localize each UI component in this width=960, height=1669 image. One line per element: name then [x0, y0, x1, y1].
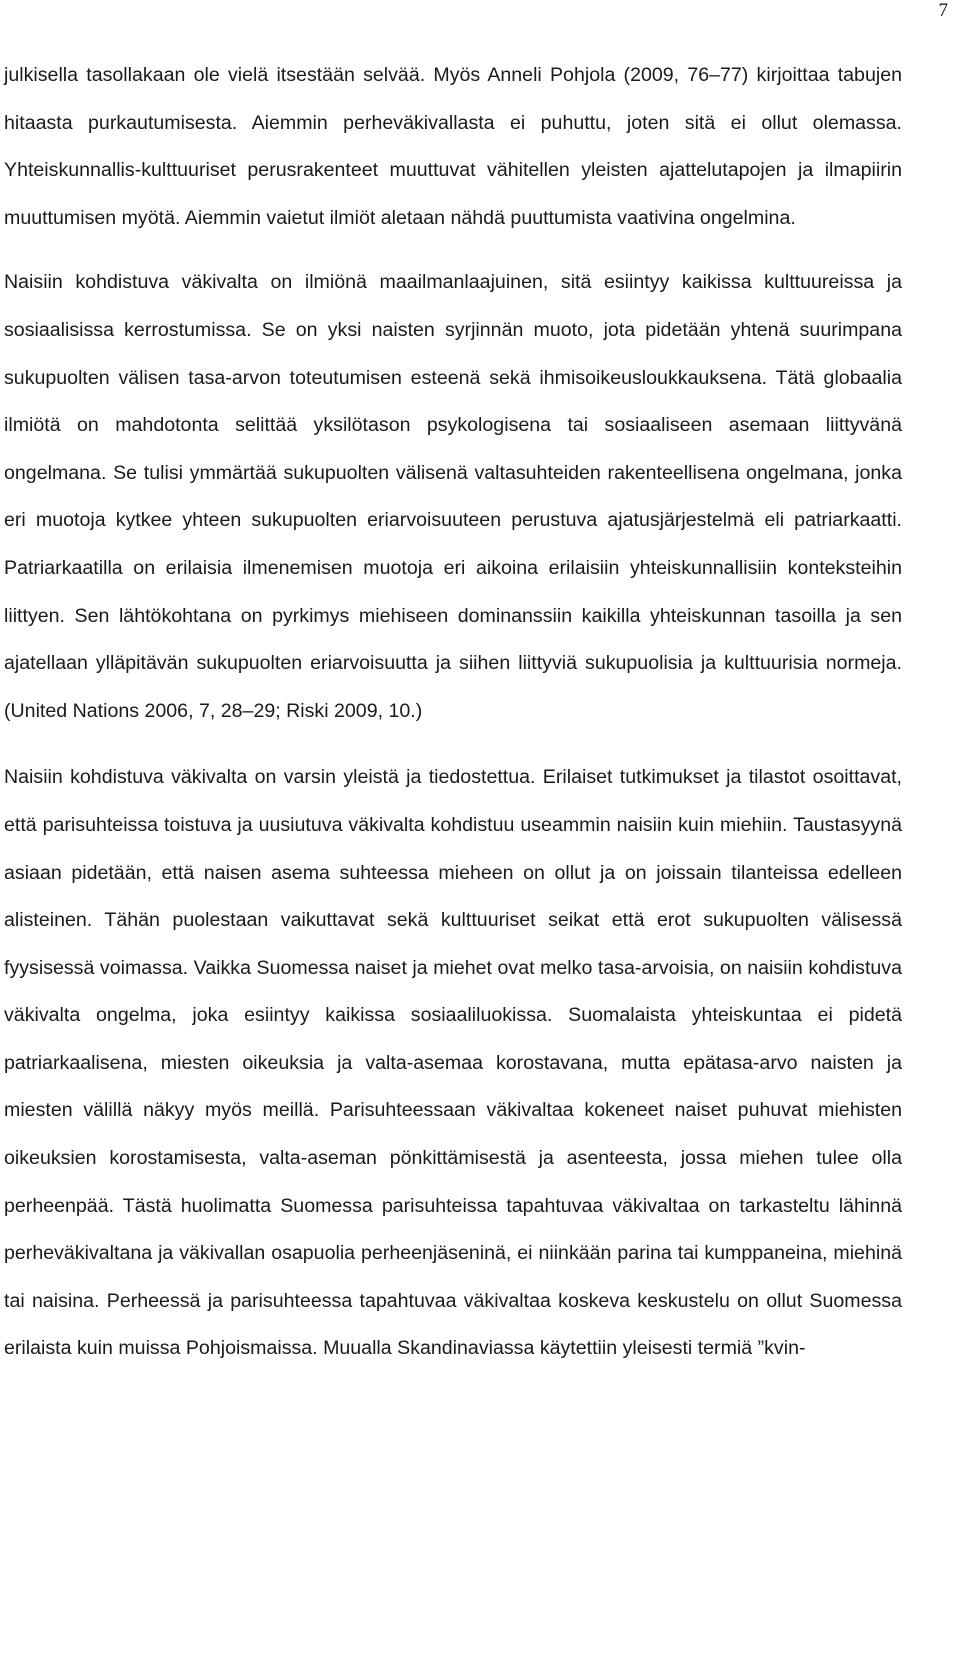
page-number: 7	[938, 0, 948, 21]
document-body	[4, 52, 902, 1373]
paragraph-1: julkisella tasollakaan ole vielä itsestään selvää. Myös Anneli Pohjola (2009, 76–77) kirjoittaa tabujen hitaasta purkautumisesta. Aiemmin perheväkivallasta ei puhuttu, joten sitä ei ollut olemassa. Yhteiskunnallis-kulttuuriset perusrakenteet muuttuvat vähitellen yleisten ajattelutapojen ja ilmapiirin muuttumisen myötä. Aiemmin vaietut ilmiöt aletaan nähdä puuttumista vaativina ongelmina.	[4, 64, 902, 229]
paragraph-3: Naisiin kohdistuva väkivalta on varsin yleistä ja tiedostettua. Erilaiset tutkimukset ja tilastot osoittavat, että parisuhteissa toistuva ja uusiutuva väkivalta kohdistuu useammin naisiin kuin miehiin. Taustasyynä asiaan pidetään, että naisen asema suhteessa mieheen on ollut ja on joissain tilanteissa edelleen alisteinen. Tähän puolestaan vaikuttavat sekä kulttuuriset seikat että erot sukupuolten välisessä fyysisessä voimassa. Vaikka Suomessa naiset ja miehet ovat melko tasa-arvoisia, on naisiin kohdistuva väkivalta ongelma, joka esiintyy kaikissa sosiaaliluokissa. Suomalaista yhteiskuntaa ei pidetä patriarkaalisena, miesten oikeuksia ja valta-asemaa korostavana, mutta epätasa-arvo naisten ja miesten välillä näkyy myös meillä. Parisuhteessaan väkivaltaa kokeneet naiset puhuvat miehisten oikeuksien korostamisesta, valta-aseman pönkittämisestä ja asenteesta, jossa miehen tulee olla perheenpää. Tästä huolimatta Suomessa parisuhteissa tapahtuvaa väkivaltaa on tarkasteltu lähinnä perheväkivaltana ja väkivallan osapuolia perheenjäseninä, ei niinkään parina tai kumppaneina, miehinä tai naisina. Perheessä ja parisuhteessa tapahtuvaa väkivaltaa koskeva keskustelu on ollut Suomessa erilaista kuin muissa Pohjoismaissa. Muualla Skandinaviassa käytettiin yleisesti termiä ”kvin-	[4, 766, 902, 1360]
paragraph-2: Naisiin kohdistuva väkivalta on ilmiönä maailmanlaajuinen, sitä esiintyy kaikissa kulttuureissa ja sosiaalisissa kerrostumissa. Se on yksi naisten syrjinnän muoto, jota pidetään yhtenä suurimpana sukupuolten välisen tasa-arvon toteutumisen esteenä sekä ihmisoikeusloukkauksena. Tätä globaalia ilmiötä on mahdotonta selittää yksilötason psykologisena tai sosiaaliseen asemaan liittyvänä ongelmana. Se tulisi ymmärtää sukupuolten välisenä valtasuhteiden rakenteellisena ongelmana, jonka eri muotoja kytkee yhteen sukupuolten eriarvoisuuteen perustuva ajatusjärjestelmä eli patriarkaatti. Patriarkaatilla on erilaisia ilmenemisen muotoja eri aikoina erilaisiin yhteiskunnallisiin konteksteihin liittyen. Sen lähtökohtana on pyrkimys miehiseen dominanssiin kaikilla yhteiskunnan tasoilla ja sen ajatellaan ylläpitävän sukupuolten eriarvoisuutta ja siihen liittyviä sukupuolisia ja kulttuurisia normeja. (United Nations 2006, 7, 28–29; Riski 2009, 10.)	[4, 271, 902, 722]
